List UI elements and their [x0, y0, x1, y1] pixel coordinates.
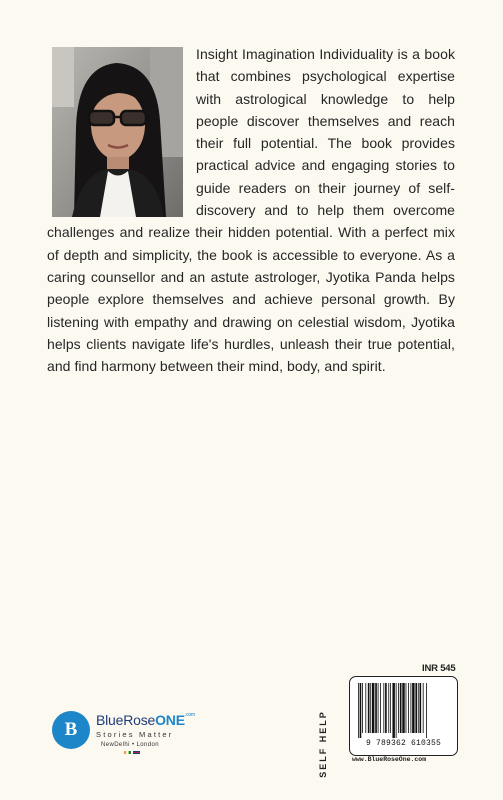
bluerose-emblem-icon	[52, 711, 90, 749]
publisher-tagline: Stories Matter	[96, 730, 174, 739]
isbn-number: 9 789362 610355	[365, 739, 441, 748]
book-description	[47, 43, 455, 377]
publisher-name	[96, 712, 195, 728]
publisher-name-suffix: .com	[184, 712, 195, 718]
publisher-name-accent: ONE	[155, 712, 185, 728]
publisher-website: www.BlueRoseOne.com	[352, 756, 427, 763]
publisher-cities: NewDelhi • London	[101, 742, 159, 748]
publisher-name-main: BlueRose	[96, 712, 156, 728]
emblem-letter: B	[64, 719, 78, 740]
price-label: INR 545	[422, 663, 456, 674]
isbn-barcode	[349, 676, 458, 756]
flags-icon	[124, 751, 140, 754]
genre-label: SELF HELP	[318, 710, 328, 778]
book-description-text: Insight Imagination Individuality is a book that combines psychological expertise with astrological knowledge to help people discover themselves and reach their full potential. The book provides practical advice and engaging stories to guide readers on their journey of self-discovery and to help them overcome challenges and realize their hidden potential. With a perfect mix of depth and simplicity, the book is accessible to everyone. As a caring counsellor and an astute astrologer, Jyotika Panda helps people explore themselves and achieve personal growth. By listening with empathy and drawing on celestial wisdom, Jyotika helps clients navigate life's hurdles, unleash their true potential, and find harmony between their mind, body, and spirit.	[47, 46, 455, 375]
barcode-icon	[356, 683, 451, 738]
publisher-logo	[52, 709, 222, 757]
